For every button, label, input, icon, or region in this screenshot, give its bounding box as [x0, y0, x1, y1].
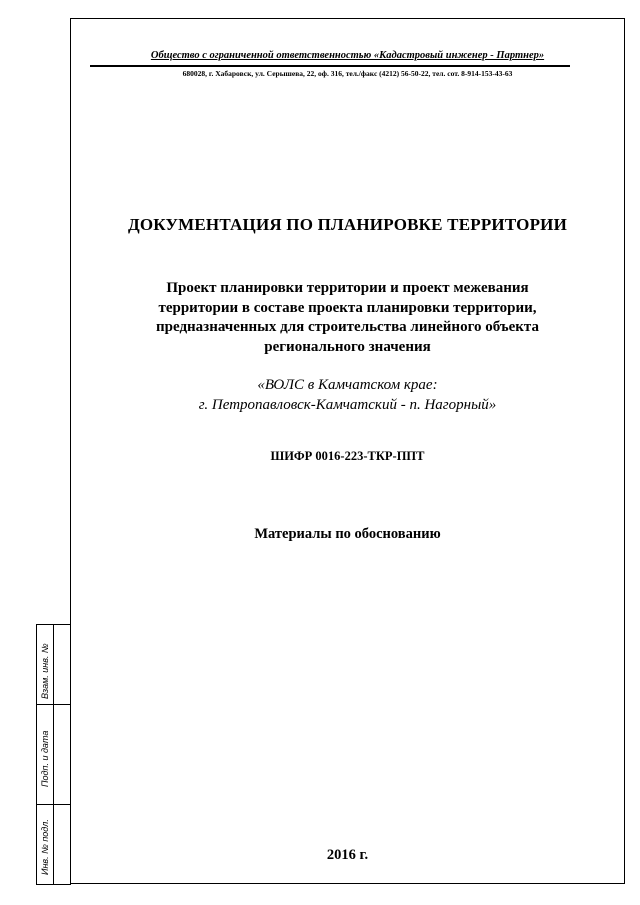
description-line: Проект планировки территории и проект межевания	[166, 280, 529, 296]
side-cell-replacement-inventory	[37, 625, 70, 705]
description-line: территории в составе проекта планировки территории,	[158, 299, 537, 316]
side-stamp-table	[36, 624, 71, 885]
organization-address: 680028, г. Хабаровск, ул. Серышева, 22, оф. 316, тел./факс (4212) 56-50-22, тел. сот. 8-914-153-43-63	[182, 69, 513, 78]
project-description	[100, 279, 595, 357]
description-line: предназначенных для строительства линейного объекта	[156, 319, 539, 335]
organization-name: Общество с ограниченной ответственностью «Кадастровый инженер - Партнер»	[150, 50, 545, 61]
object-line: «ВОЛС в Камчатском крае:	[257, 377, 438, 393]
object-line: г. Петропавловск-Камчатский - п. Нагорный»	[198, 396, 497, 413]
side-label-original-inventory: Инв. № подл.	[40, 819, 50, 875]
header-divider	[90, 65, 570, 67]
section-title: Материалы по обоснованию	[254, 526, 441, 542]
side-cell-signature-date	[37, 705, 70, 805]
document-code: ШИФР 0016-223-ТКР-ППТ	[270, 449, 425, 463]
document-title: ДОКУМЕНТАЦИЯ ПО ПЛАНИРОВКЕ ТЕРРИТОРИИ	[127, 215, 568, 234]
document-year: 2016 г.	[326, 847, 369, 863]
description-line: регионального значения	[264, 338, 431, 355]
side-label-signature-date: Подп. и дата	[40, 730, 50, 787]
side-cell-original-inventory	[37, 805, 70, 885]
side-label-replacement-inventory: Взам. инв. №	[40, 643, 50, 699]
object-name	[70, 376, 625, 415]
